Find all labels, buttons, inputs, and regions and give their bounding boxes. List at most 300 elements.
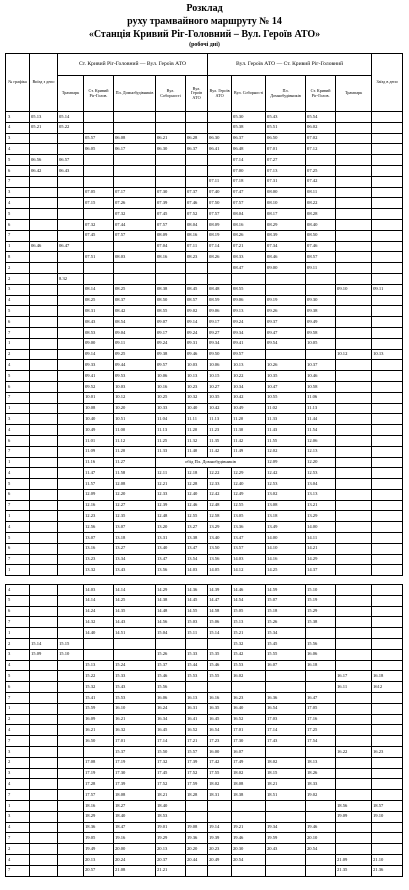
time-cell: 06.37	[232, 133, 266, 144]
time-cell	[30, 565, 58, 576]
time-cell: 10.46	[306, 371, 336, 382]
time-cell	[306, 682, 336, 693]
time-cell: 12.55	[232, 500, 266, 511]
time-cell	[372, 295, 403, 306]
grafik-number-cell: 4	[6, 725, 30, 736]
time-cell: 07.45	[84, 230, 114, 241]
time-cell: 08.45	[186, 284, 208, 295]
time-cell: 07.51	[84, 252, 114, 263]
time-cell: 15.06	[208, 617, 232, 628]
time-cell: 13.32	[84, 565, 114, 576]
time-cell	[372, 457, 403, 468]
time-cell	[336, 219, 372, 230]
time-cell	[30, 306, 58, 317]
time-cell	[186, 155, 208, 166]
time-cell: 16.34	[156, 714, 186, 725]
time-cell: 15.10	[58, 649, 84, 660]
time-cell	[30, 479, 58, 490]
time-cell: 14.14	[84, 595, 114, 606]
time-cell	[30, 338, 58, 349]
grafik-number-cell: 3	[6, 112, 30, 123]
time-cell	[372, 617, 403, 628]
time-cell: 17.49	[232, 757, 266, 768]
time-cell: 12.53	[306, 468, 336, 479]
time-cell: 11.04	[156, 414, 186, 425]
time-cell: 19.49	[84, 844, 114, 855]
grafik-number-cell: 3	[6, 768, 30, 779]
time-cell	[30, 457, 58, 468]
time-cell	[186, 800, 208, 811]
time-cell: 11.43	[266, 425, 306, 436]
time-cell: 07.42	[306, 176, 336, 187]
time-cell	[208, 273, 232, 284]
time-cell	[306, 155, 336, 166]
time-cell: 11.49	[232, 446, 266, 457]
time-cell	[372, 585, 403, 596]
time-cell	[372, 414, 403, 425]
time-cell: 13.31	[156, 533, 186, 544]
time-cell: 09.17	[208, 317, 232, 328]
time-cell: 06.46	[30, 241, 58, 252]
grafik-number-cell: 6	[6, 165, 30, 176]
grafik-number-cell: 8	[6, 252, 30, 263]
time-cell: 13.21	[306, 500, 336, 511]
time-cell	[306, 349, 336, 360]
time-cell: 17.03	[266, 714, 306, 725]
table-row	[6, 327, 403, 338]
time-cell	[58, 790, 84, 801]
time-cell	[58, 360, 84, 371]
time-cell	[58, 252, 84, 263]
time-cell: 17.52	[186, 768, 208, 779]
grafik-number-cell: 7	[6, 327, 30, 338]
time-cell: 13.04	[306, 479, 336, 490]
time-cell	[30, 511, 58, 522]
time-cell	[30, 349, 58, 360]
time-cell	[372, 176, 403, 187]
time-cell	[372, 144, 403, 155]
table-row	[6, 746, 403, 757]
time-cell: 13.23	[84, 554, 114, 565]
time-cell	[58, 533, 84, 544]
time-cell	[58, 714, 84, 725]
time-cell: 16.23	[232, 692, 266, 703]
time-cell: 21.08	[114, 865, 156, 876]
time-cell: 15.55	[266, 649, 306, 660]
time-cell: 20.30	[232, 844, 266, 855]
schedule-table-top	[5, 53, 403, 576]
time-cell: 07.37	[186, 187, 208, 198]
day-type-label: (робочі дні)	[189, 42, 220, 48]
time-cell: 15.11	[186, 628, 208, 639]
time-cell: 14.25	[266, 565, 306, 576]
time-cell	[372, 692, 403, 703]
time-cell	[336, 565, 372, 576]
table-row	[6, 833, 403, 844]
time-cell: 16.54	[208, 725, 232, 736]
time-cell	[372, 833, 403, 844]
grafik-number-cell: 6	[6, 543, 30, 554]
table-row	[6, 273, 403, 284]
time-cell: 20.54	[232, 854, 266, 865]
time-cell: 08.00	[266, 187, 306, 198]
time-cell: 07.47	[232, 187, 266, 198]
time-cell: 07.46	[306, 241, 336, 252]
subheader-domnobud-2: Пл. Домнобудівників	[266, 76, 306, 112]
time-cell: 12.16	[84, 500, 114, 511]
time-cell: 12.55	[186, 511, 208, 522]
grafik-number-cell: 3	[6, 133, 30, 144]
time-cell	[372, 317, 403, 328]
time-cell: 19.34	[266, 822, 306, 833]
table-row	[6, 511, 403, 522]
table-row	[6, 284, 403, 295]
time-cell: 19.10	[372, 811, 403, 822]
time-cell	[58, 284, 84, 295]
time-cell: 09.30	[306, 295, 336, 306]
time-cell: 20.44	[186, 854, 208, 865]
time-cell: 14.55	[186, 606, 208, 617]
time-cell: 11.33	[266, 414, 306, 425]
time-cell	[372, 565, 403, 576]
table-row	[6, 617, 403, 628]
table-row	[6, 338, 403, 349]
time-cell: 17.19	[114, 757, 156, 768]
time-cell	[336, 435, 372, 446]
time-cell	[306, 865, 336, 876]
time-cell: 13.18	[114, 533, 156, 544]
time-cell: 10.12	[114, 392, 156, 403]
time-cell: 06.37	[186, 144, 208, 155]
time-cell: 08.55	[156, 306, 186, 317]
time-cell: 07.21	[232, 241, 266, 252]
time-cell: 16.50	[84, 736, 114, 747]
time-cell	[266, 671, 306, 682]
time-cell: 17.42	[208, 757, 232, 768]
time-cell	[58, 479, 84, 490]
time-cell	[372, 446, 403, 457]
grafik-number-cell: 5	[6, 479, 30, 490]
time-cell: 15.46	[208, 660, 232, 671]
time-cell: 07.57	[208, 209, 232, 220]
time-cell: 07.18	[232, 176, 266, 187]
time-cell: 11.47	[84, 468, 114, 479]
time-cell: 06.30	[208, 133, 232, 144]
grafik-number-cell: 4	[6, 144, 30, 155]
time-cell	[58, 628, 84, 639]
time-cell: 13.54	[186, 554, 208, 565]
time-cell: 14.03	[232, 554, 266, 565]
time-cell: 07.39	[156, 198, 186, 209]
time-cell: 07.26	[114, 198, 156, 209]
time-cell	[336, 360, 372, 371]
table-row	[6, 585, 403, 596]
subheader-tramvpark: Трампарк	[58, 76, 84, 112]
time-cell: 19.36	[186, 833, 208, 844]
time-cell	[336, 122, 372, 133]
time-cell: 07.14	[208, 241, 232, 252]
table-row	[6, 822, 403, 833]
time-cell: 15.45	[266, 638, 306, 649]
time-cell: 20.10	[306, 833, 336, 844]
time-cell	[372, 122, 403, 133]
time-cell	[306, 854, 336, 865]
grafik-number-cell: 3	[6, 811, 30, 822]
time-cell: 16.00	[208, 746, 232, 757]
grafik-number-cell: 4	[6, 425, 30, 436]
time-cell: 10.25	[156, 392, 186, 403]
time-cell: 09.24	[156, 338, 186, 349]
time-cell: 08.38	[156, 284, 186, 295]
time-cell: 08.55	[232, 284, 266, 295]
time-cell: 10.15	[208, 371, 232, 382]
time-cell: 15.13	[232, 617, 266, 628]
time-cell: 13.08	[266, 500, 306, 511]
time-cell	[58, 144, 84, 155]
time-cell: 10.35	[266, 371, 306, 382]
time-cell: 14.47	[208, 595, 232, 606]
time-cell: 09.07	[156, 317, 186, 328]
grafik-number-cell: 7	[6, 617, 30, 628]
time-cell	[372, 381, 403, 392]
time-cell: 09.10	[336, 284, 372, 295]
time-cell: 11.32	[186, 435, 208, 446]
time-cell: 15.29	[306, 606, 336, 617]
time-cell	[58, 489, 84, 500]
time-cell: 14.16	[266, 554, 306, 565]
table-row	[6, 187, 403, 198]
time-cell	[208, 155, 232, 166]
time-cell: 18.13	[306, 757, 336, 768]
grafik-number-cell: 2	[6, 263, 30, 274]
time-cell: 09.49	[306, 317, 336, 328]
time-cell: 14.21	[306, 543, 336, 554]
time-cell: 15.34	[266, 628, 306, 639]
time-cell	[372, 489, 403, 500]
time-cell	[336, 403, 372, 414]
time-cell: 15.19	[306, 595, 336, 606]
time-cell: 16.45	[156, 725, 186, 736]
route-subtitle: руху трамвайного маршруту № 14	[127, 16, 282, 27]
grafik-number-cell: 3	[6, 414, 30, 425]
time-cell: 08.43	[84, 317, 114, 328]
time-cell: 09.57	[232, 349, 266, 360]
time-cell: 08.17	[266, 209, 306, 220]
time-cell: 09.14	[186, 317, 208, 328]
time-cell: 10.55	[266, 392, 306, 403]
time-cell: 14.39	[208, 585, 232, 596]
time-cell	[336, 725, 372, 736]
time-cell	[58, 746, 84, 757]
time-cell	[336, 295, 372, 306]
time-cell: 13.47	[186, 543, 208, 554]
time-cell: 09.47	[266, 327, 306, 338]
time-cell	[306, 284, 336, 295]
time-cell: 19.16	[114, 833, 156, 844]
table-row	[6, 317, 403, 328]
time-cell: 14.43	[114, 617, 156, 628]
time-cell	[336, 595, 372, 606]
time-cell: 09.17	[156, 327, 186, 338]
time-cell: 18.57	[372, 800, 403, 811]
time-cell	[336, 230, 372, 241]
time-cell: 15.07	[266, 595, 306, 606]
time-cell	[58, 338, 84, 349]
time-cell: 10.34	[232, 381, 266, 392]
time-cell: 16.07	[232, 746, 266, 757]
time-cell: 12.48	[156, 511, 186, 522]
time-cell: 08.50	[156, 295, 186, 306]
time-cell	[266, 865, 306, 876]
time-cell: 08.57	[186, 295, 208, 306]
grafik-number-cell: 1	[6, 800, 30, 811]
grafik-number-cell: 2	[6, 638, 30, 649]
time-cell: 08.47	[232, 263, 266, 274]
grafik-number-cell: 4	[6, 295, 30, 306]
grafik-number-cell: 6	[6, 682, 30, 693]
time-cell: 08.57	[306, 252, 336, 263]
time-cell: 09.46	[186, 349, 208, 360]
time-cell: 12.39	[156, 500, 186, 511]
time-cell: 13.34	[114, 554, 156, 565]
table-row	[6, 533, 403, 544]
time-cell: 14.45	[186, 595, 208, 606]
table-row	[6, 392, 403, 403]
time-cell	[336, 273, 372, 284]
time-cell: 12.58	[208, 511, 232, 522]
time-cell	[186, 811, 208, 822]
time-cell	[336, 155, 372, 166]
time-cell	[58, 403, 84, 414]
time-cell: 08.54	[114, 317, 156, 328]
time-cell: 11.30	[232, 425, 266, 436]
table-row	[6, 500, 403, 511]
time-cell: 05.57	[84, 133, 114, 144]
time-cell	[30, 176, 58, 187]
time-cell	[58, 833, 84, 844]
time-cell	[336, 489, 372, 500]
grafik-number-cell: 4	[6, 522, 30, 533]
grafik-number-cell: 5	[6, 306, 30, 317]
time-cell: 09.02	[186, 306, 208, 317]
time-cell: 11.54	[306, 425, 336, 436]
time-cell: 10.22	[232, 371, 266, 382]
grafik-number-cell: 6	[6, 219, 30, 230]
time-cell: 15.03	[186, 617, 208, 628]
time-cell: 21.09	[336, 854, 372, 865]
time-cell: 06.30	[156, 144, 186, 155]
header-direction-1: Ст. Кривий Ріг-Головний — Вул. Героїв АТО	[58, 54, 208, 76]
time-cell: 06.48	[232, 144, 266, 155]
time-cell: 16.21	[114, 714, 156, 725]
time-cell: 10.23	[186, 381, 208, 392]
grafik-number-cell: 4	[6, 122, 30, 133]
time-cell: 16.52	[186, 725, 208, 736]
time-cell: 11.16	[84, 457, 114, 468]
time-cell	[372, 533, 403, 544]
table-row	[6, 360, 403, 371]
time-cell	[58, 327, 84, 338]
time-cell: 08.03	[114, 252, 156, 263]
time-cell	[336, 446, 372, 457]
time-cell: 10.16	[156, 381, 186, 392]
time-cell: 17.45	[156, 768, 186, 779]
time-cell: 17.14	[156, 736, 186, 747]
time-cell: 07.52	[186, 209, 208, 220]
time-cell	[232, 682, 266, 693]
time-cell: 15.13	[84, 660, 114, 671]
time-cell	[336, 252, 372, 263]
time-cell: 16.41	[186, 714, 208, 725]
time-cell: 17.52	[156, 779, 186, 790]
time-cell: 12.40	[232, 479, 266, 490]
time-cell	[156, 176, 186, 187]
time-cell: 17.08	[84, 757, 114, 768]
time-cell: 12.33	[208, 479, 232, 490]
time-cell: 11.13	[306, 403, 336, 414]
time-cell	[336, 392, 372, 403]
time-cell	[372, 779, 403, 790]
time-cell	[30, 533, 58, 544]
time-cell: 09.54	[266, 338, 306, 349]
time-cell	[58, 209, 84, 220]
grafik-number-cell: 7	[6, 692, 30, 703]
grafik-number-cell: 1	[6, 511, 30, 522]
table-row	[6, 144, 403, 155]
time-cell: 18.28	[186, 790, 208, 801]
time-cell	[372, 360, 403, 371]
time-cell: 06.08	[114, 133, 156, 144]
time-cell	[84, 638, 114, 649]
table-row	[6, 306, 403, 317]
time-cell: 09.50	[208, 349, 232, 360]
time-cell: 13.43	[114, 565, 156, 576]
header-vyizd: Виїзд з депо	[30, 54, 58, 112]
time-cell: 20.13	[156, 844, 186, 855]
time-cell	[30, 360, 58, 371]
table-row	[6, 155, 403, 166]
time-cell: 07.05	[84, 187, 114, 198]
time-cell	[30, 822, 58, 833]
time-cell: 17.01	[232, 725, 266, 736]
time-cell	[372, 338, 403, 349]
time-cell	[84, 649, 114, 660]
time-cell	[30, 381, 58, 392]
time-cell: 09.00	[84, 338, 114, 349]
time-cell	[58, 854, 84, 865]
table-row	[6, 230, 403, 241]
time-cell: 06.02	[306, 122, 336, 133]
table-row	[6, 725, 403, 736]
time-cell	[58, 554, 84, 565]
time-cell: 13.16	[84, 543, 114, 554]
time-cell: 07.57	[232, 198, 266, 209]
time-cell: 08.22	[306, 198, 336, 209]
time-cell: 19.05	[84, 833, 114, 844]
time-cell: 19.01	[156, 822, 186, 833]
time-cell	[58, 457, 84, 468]
time-cell	[336, 628, 372, 639]
time-cell	[30, 800, 58, 811]
time-cell	[372, 327, 403, 338]
time-cell: 16.13	[186, 692, 208, 703]
time-cell	[372, 649, 403, 660]
grafik-number-cell: 7	[6, 790, 30, 801]
time-cell	[336, 606, 372, 617]
time-cell	[186, 865, 208, 876]
time-cell: 14.03	[186, 565, 208, 576]
time-cell: 08.40	[306, 219, 336, 230]
